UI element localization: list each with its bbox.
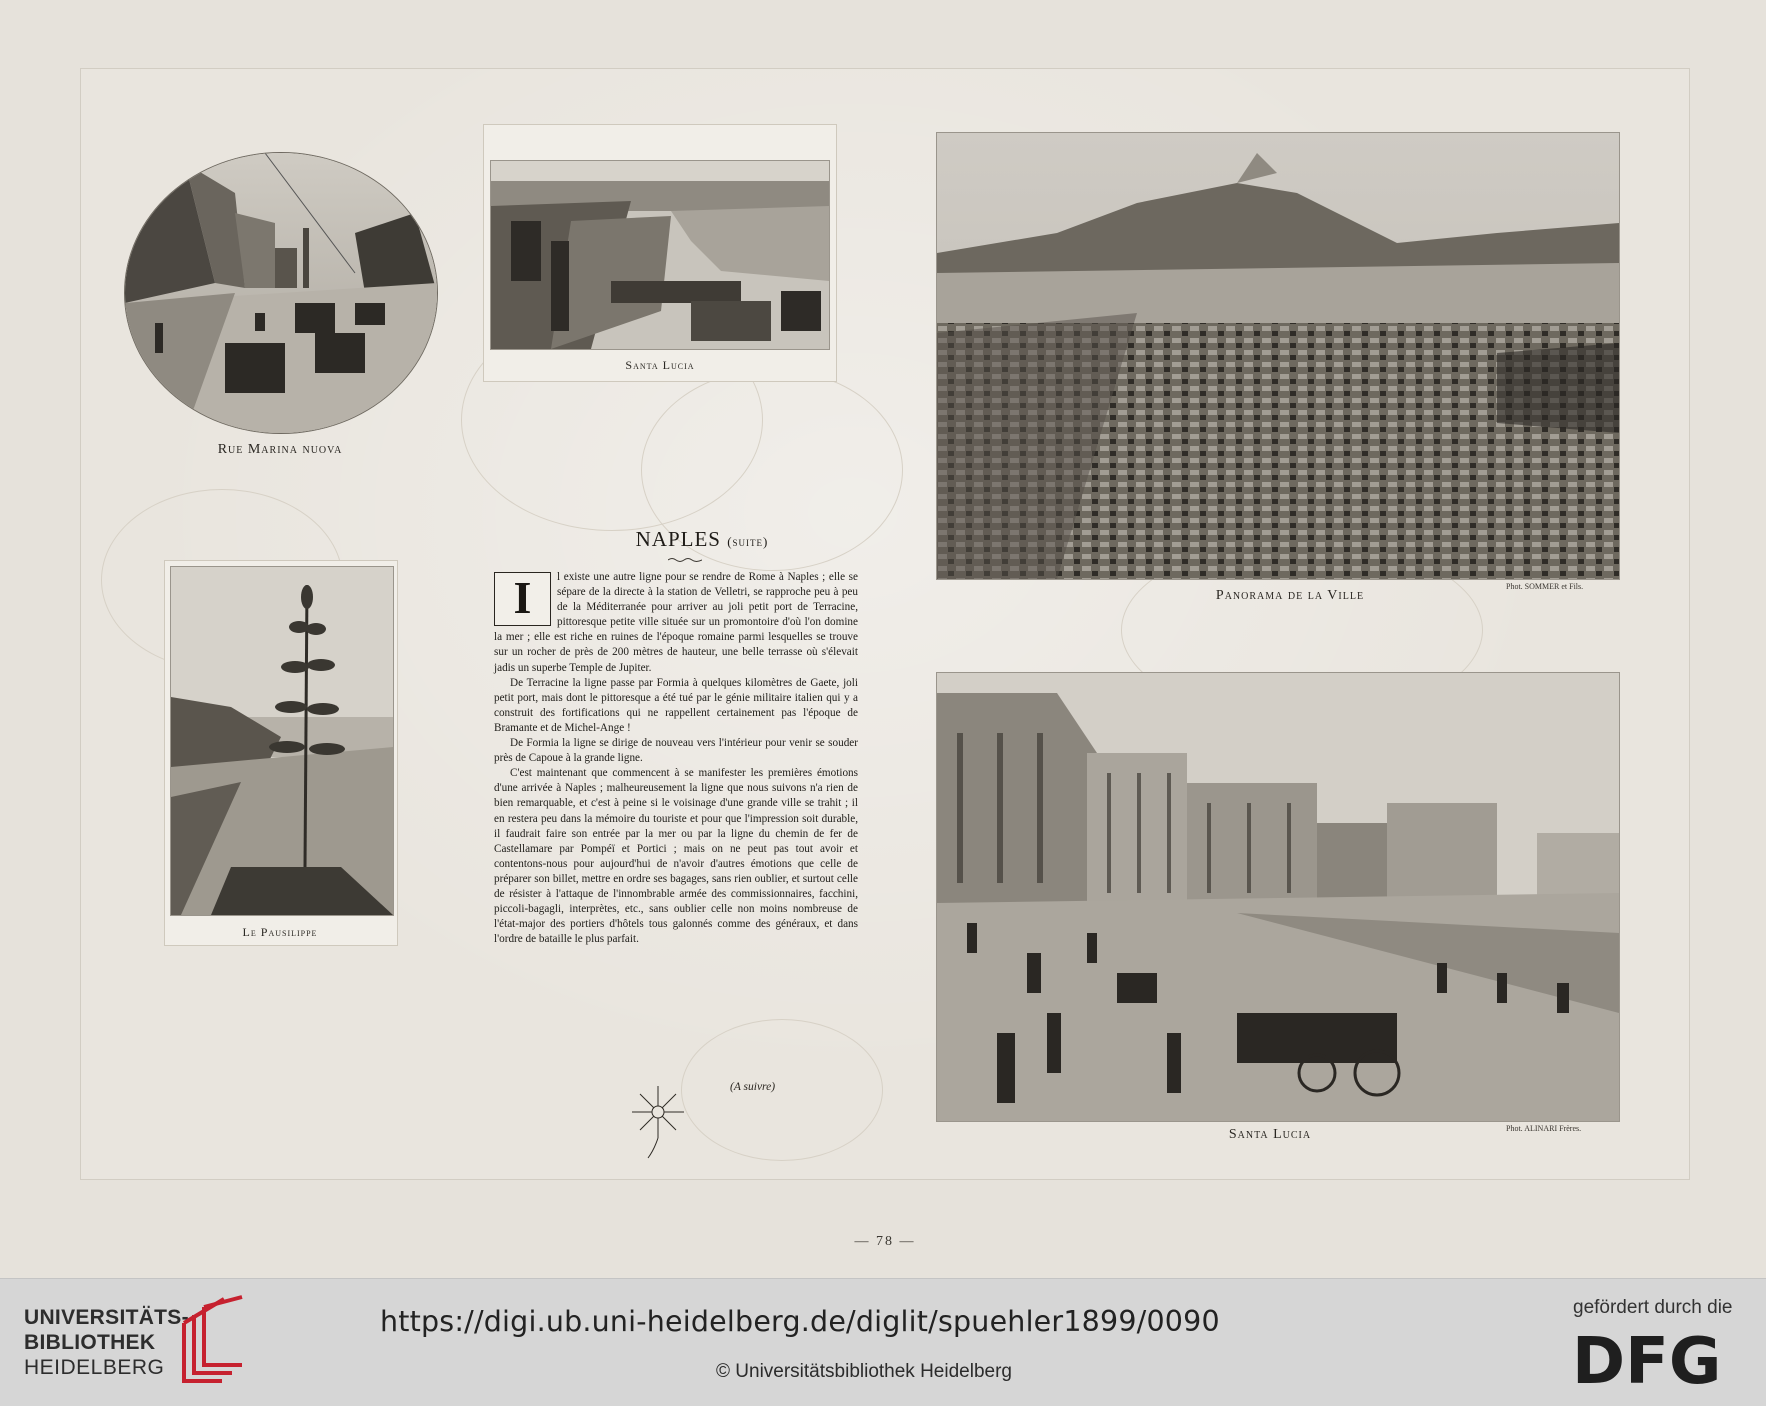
viewer-footer xyxy=(0,1278,1766,1406)
title-suffix: (suite) xyxy=(727,534,769,549)
article-body xyxy=(494,570,858,947)
funding-label: gefördert durch die xyxy=(1573,1297,1733,1318)
article-paragraph: De Terracine la ligne passe par Formia à quelques kilomètres de Gaete, joli petit port, mais dont le pittoresque a été tué par le génie militaire italien qui y a construit des fortifications qui ne rappellent certainement pas l'époque de Bramante et de Michel-Ange ! xyxy=(494,676,858,734)
article-title xyxy=(592,527,812,552)
caption-le-pausilippe: Le Pausilippe xyxy=(242,925,318,939)
library-name xyxy=(24,1305,189,1380)
article-paragraph: De Formia la ligne se dirige de nouveau vers l'intérieur pour venir se souder près de Capoue à la grande ligne. xyxy=(494,737,858,765)
permalink-url[interactable]: https://digi.ub.uni-heidelberg.de/diglit/spuehler1899/0090 xyxy=(380,1305,1220,1338)
caption-santa-lucia-bottom: Santa Lucia xyxy=(1228,1127,1312,1142)
library-name-line2: BIBLIOTHEK xyxy=(24,1331,156,1354)
photo-credit-sommer: Phot. SOMMER et Fils. xyxy=(1506,582,1584,591)
dfg-logo-text: DFG xyxy=(1572,1325,1722,1389)
photo-santa-lucia-bottom xyxy=(936,672,1620,1122)
photo-le-pausilippe xyxy=(170,566,394,916)
copyright-notice: © Universitätsbibliothek Heidelberg xyxy=(716,1361,1012,1382)
ornament-swirl xyxy=(681,1019,883,1161)
title-ornament xyxy=(668,557,702,563)
library-name-line1: UNIVERSITÄTS- xyxy=(24,1306,189,1329)
caption-santa-lucia-top: Santa Lucia xyxy=(625,358,695,372)
photo-credit-alinari: Phot. ALINARI Frères. xyxy=(1506,1124,1582,1133)
article-paragraph: l existe une autre ligne pour se rendre de Rome à Naples ; elle se sépare de la directe à la station de Velletri, se rapproche peu à peu de la Méditerranée pour arriver au joli petit port de Terracine, pittoresque petite ville située sur un promontoire d'où l'on domine la mer ; elle est riche en ruines de l'époque romaine parmi lesquelles se trouve sur un rocher de près de 200 mètres de hauteur, une belle terrasse où s'élevait jadis un superbe Temple de Jupiter. xyxy=(494,571,858,674)
caption-panorama-de-la-ville: Panorama de la Ville xyxy=(1215,588,1365,603)
page-number: — 78 — xyxy=(854,1234,916,1249)
photo-santa-lucia-top xyxy=(490,160,830,350)
library-name-line3: HEIDELBERG xyxy=(24,1356,165,1379)
caption-rue-marina-nuova: Rue Marina nuova xyxy=(217,442,343,457)
photo-rue-marina-nuova xyxy=(124,152,438,434)
article-paragraph: C'est maintenant que commencent à se manifester les premières émotions d'une arrivée à Naples ; malheureusement la ligne que nous suivons n'a rien de bien remarquable, et c'est à peine si le voisinage d'une grande ville se trahit ; il en restera peu dans la mémoire du touriste et pour que l'impression soit durable, il faudrait faire son entrée par la mer ou par la ligne du chemin de fer de Castellamare par Pompéï et Portici ; mais on ne peut pas tout avoir et contentons-nous pour aujourd'hui de n'avoir d'autres émotions que celle de préparer son billet, mettre en ordre ses bagages, sans rien oublier, et surtout celle de résister à l'attaque de l'innombrable armée des commissionnaires, facchini, piccoli-bagagli, interprètes, etc., sans oublier celle non moins nombreuse de l'état-major des portiers d'hôtels tous galonnés comme des généraux, et dans l'ordre de bataille le plus parfait. xyxy=(494,767,858,946)
flower-ornament-icon xyxy=(624,1080,692,1160)
drop-cap: I xyxy=(494,572,551,626)
to-be-continued: (A suivre) xyxy=(730,1081,776,1093)
title-main: NAPLES xyxy=(635,527,721,551)
university-library-logo-icon xyxy=(178,1293,248,1385)
dfg-logo-icon xyxy=(1572,1323,1738,1389)
photo-panorama-de-la-ville xyxy=(936,132,1620,580)
